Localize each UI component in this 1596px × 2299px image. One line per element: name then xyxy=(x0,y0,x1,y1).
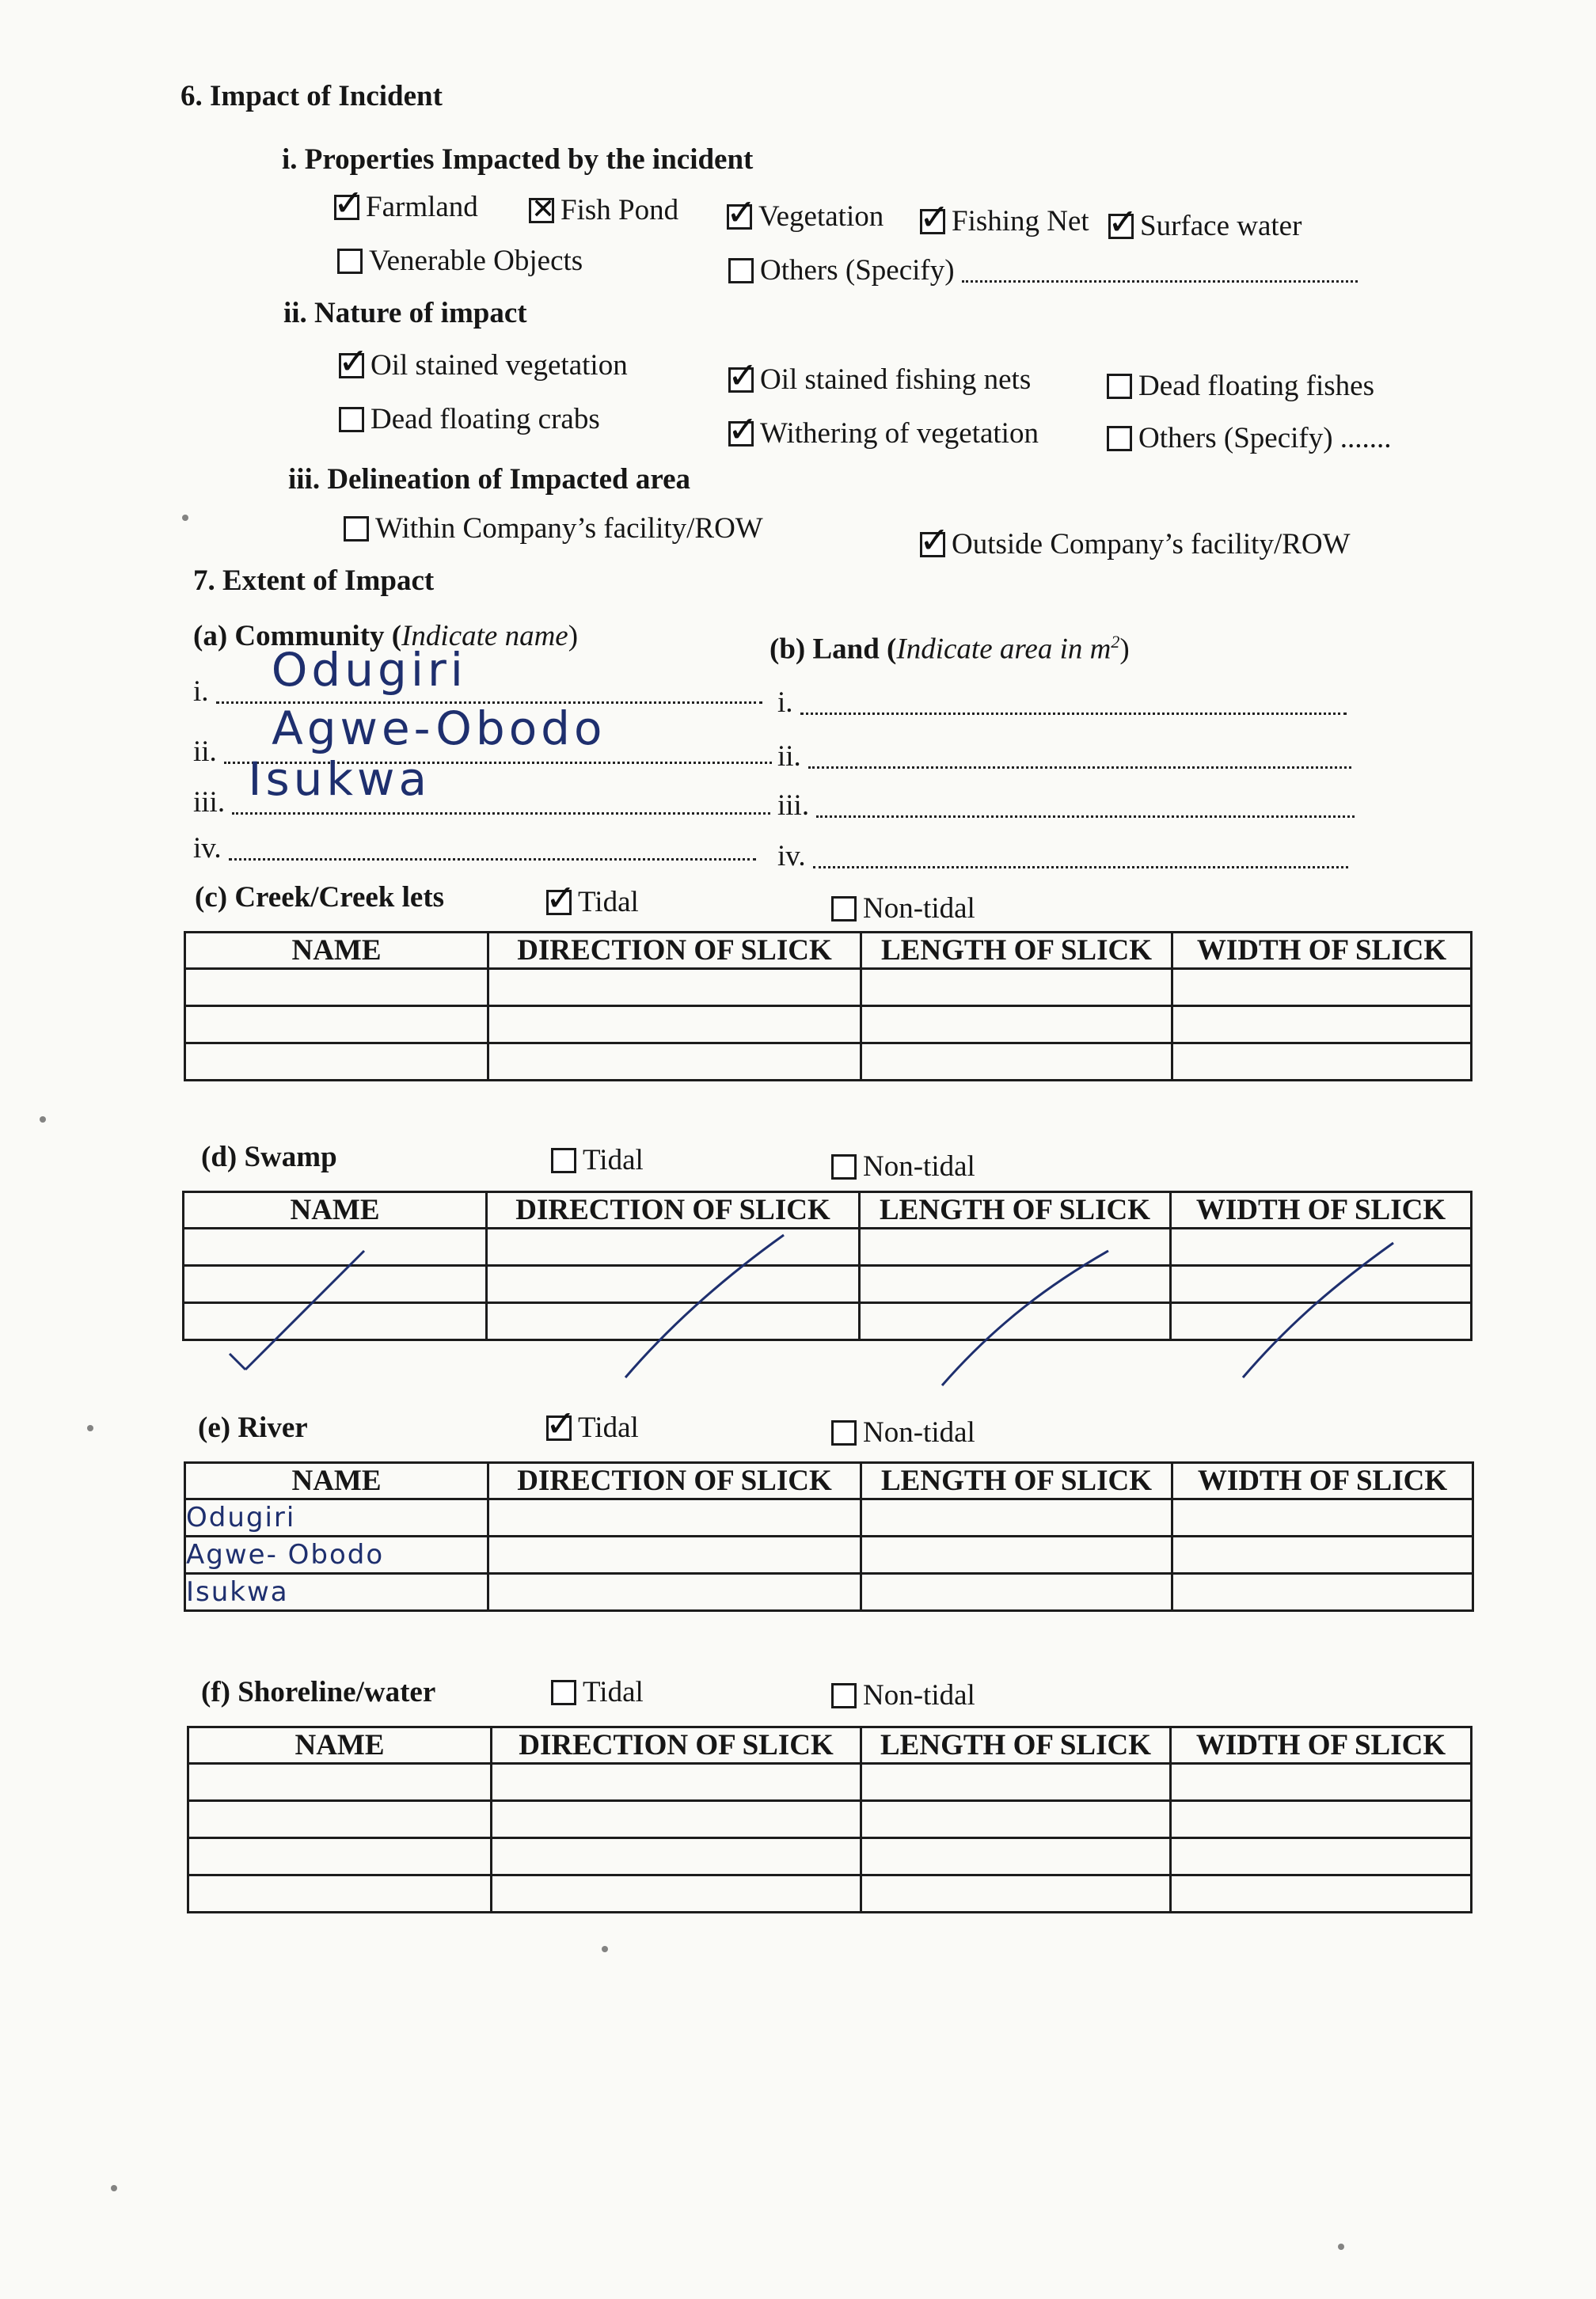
table-cell[interactable] xyxy=(1171,1875,1472,1913)
outside-facility-option[interactable] xyxy=(919,519,1351,561)
direction-header: DIRECTION OF SLICK xyxy=(488,933,861,969)
table-cell[interactable] xyxy=(185,1043,488,1081)
direction-header: DIRECTION OF SLICK xyxy=(492,1727,861,1764)
table-cell[interactable] xyxy=(488,1499,861,1537)
scan-speck xyxy=(602,1946,608,1952)
nature-of-impact-title: ii. Nature of impact xyxy=(283,297,527,329)
dead-crabs-checkbox[interactable] xyxy=(339,407,364,432)
farmland-option[interactable] xyxy=(333,181,478,224)
direction-header: DIRECTION OF SLICK xyxy=(487,1192,860,1229)
community-label-main: (a) Community ( xyxy=(193,620,402,652)
community-line[interactable] xyxy=(216,643,762,704)
swamp-label: (d) Swamp xyxy=(201,1141,337,1173)
length-header: LENGTH OF SLICK xyxy=(861,1727,1171,1764)
land-label-superscript: 2 xyxy=(1111,632,1120,652)
river-name-value: Agwe- Obodo xyxy=(186,1539,385,1571)
river-nontidal-option[interactable] xyxy=(831,1416,975,1450)
oil-stained-nets-option[interactable] xyxy=(728,354,1032,397)
within-facility-checkbox[interactable] xyxy=(344,516,369,542)
river-tidal-option[interactable] xyxy=(545,1402,639,1445)
dead-crabs-label: Dead floating crabs xyxy=(370,403,600,435)
table-cell[interactable] xyxy=(861,1006,1172,1043)
dead-fishes-label: Dead floating fishes xyxy=(1138,370,1374,402)
community-row-num: i. xyxy=(193,675,209,708)
table-cell[interactable] xyxy=(861,1838,1171,1875)
width-header: WIDTH OF SLICK xyxy=(1172,933,1472,969)
others-specify-line[interactable] xyxy=(962,256,1358,283)
nontidal-label: Non-tidal xyxy=(863,1416,975,1449)
table-cell[interactable] xyxy=(492,1838,861,1875)
farmland-label: Farmland xyxy=(366,191,478,223)
table-cell[interactable] xyxy=(492,1801,861,1838)
length-header: LENGTH OF SLICK xyxy=(861,933,1172,969)
creek-label: (c) Creek/Creek lets xyxy=(195,881,445,914)
nature-others-option[interactable] xyxy=(1107,421,1392,455)
community-line[interactable] xyxy=(229,834,756,861)
table-row[interactable] xyxy=(185,969,1472,1006)
swamp-strikeout-marks xyxy=(182,1219,1480,1393)
vegetation-checkbox[interactable] xyxy=(726,191,757,234)
width-header: WIDTH OF SLICK xyxy=(1171,1727,1472,1764)
check-icon: ✓ xyxy=(728,408,758,450)
table-cell[interactable] xyxy=(188,1764,492,1801)
scan-speck xyxy=(40,1116,46,1123)
table-cell[interactable] xyxy=(1171,1764,1472,1801)
land-label-hint: Indicate area in m xyxy=(896,633,1112,666)
land-label-main: (b) Land ( xyxy=(770,633,897,666)
river-name-value: Isukwa xyxy=(186,1576,289,1608)
creek-tidal-checkbox[interactable] xyxy=(545,876,576,919)
check-icon: ✓ xyxy=(919,196,950,238)
venerable-objects-checkbox[interactable] xyxy=(337,249,363,274)
surface-water-checkbox[interactable] xyxy=(1108,200,1138,243)
length-header: LENGTH OF SLICK xyxy=(861,1463,1172,1499)
check-icon: ✓ xyxy=(726,191,757,234)
tidal-label: Tidal xyxy=(578,886,639,918)
swamp-tidal-option[interactable] xyxy=(551,1143,644,1177)
table-cell[interactable] xyxy=(861,969,1172,1006)
table-cell[interactable] xyxy=(185,1537,488,1574)
shoreline-nontidal-option[interactable] xyxy=(831,1678,975,1712)
river-name-value: Odugiri xyxy=(186,1502,296,1533)
table-cell[interactable] xyxy=(1172,1006,1472,1043)
swamp-nontidal-checkbox[interactable] xyxy=(831,1154,857,1180)
land-label xyxy=(770,632,1130,666)
land-line[interactable] xyxy=(808,743,1351,769)
properties-impacted-title: i. Properties Impacted by the incident xyxy=(282,143,754,176)
table-cell[interactable] xyxy=(861,1764,1171,1801)
creek-table xyxy=(184,931,1472,1081)
table-cell[interactable] xyxy=(488,1537,861,1574)
others-label: Others (Specify) xyxy=(760,254,955,287)
land-line[interactable] xyxy=(816,792,1355,818)
table-cell[interactable] xyxy=(861,1537,1172,1574)
community-row-num: iv. xyxy=(193,832,222,864)
community-row-3[interactable] xyxy=(193,752,770,819)
width-header: WIDTH OF SLICK xyxy=(1172,1463,1473,1499)
land-row-4[interactable] xyxy=(777,839,1348,873)
table-cell[interactable] xyxy=(185,1006,488,1043)
table-cell[interactable] xyxy=(1171,1801,1472,1838)
check-icon: ✓ xyxy=(919,519,950,561)
scan-speck xyxy=(111,2185,117,2191)
tidal-label: Tidal xyxy=(578,1412,639,1444)
shoreline-nontidal-checkbox[interactable] xyxy=(831,1683,857,1708)
nontidal-label: Non-tidal xyxy=(863,1150,975,1183)
creek-nontidal-checkbox[interactable] xyxy=(831,896,857,922)
check-icon: ✓ xyxy=(545,1402,576,1445)
vegetation-label: Vegetation xyxy=(758,200,884,233)
table-cell[interactable] xyxy=(188,1801,492,1838)
tidal-label: Tidal xyxy=(583,1676,644,1708)
river-label: (e) River xyxy=(198,1412,308,1444)
nature-others-label: Others (Specify) ....... xyxy=(1138,422,1392,454)
table-cell[interactable] xyxy=(861,1875,1171,1913)
tidal-label: Tidal xyxy=(583,1144,644,1176)
land-row-3[interactable] xyxy=(777,788,1355,823)
check-icon: ✓ xyxy=(545,876,576,919)
land-row-num: i. xyxy=(777,686,793,719)
fishing-net-label: Fishing Net xyxy=(952,205,1089,238)
table-cell[interactable] xyxy=(188,1875,492,1913)
table-cell[interactable] xyxy=(488,1043,861,1081)
nontidal-label: Non-tidal xyxy=(863,892,975,925)
withering-option[interactable] xyxy=(728,408,1039,450)
swamp-nontidal-option[interactable] xyxy=(831,1150,975,1184)
community-row-num: iii. xyxy=(193,786,226,819)
table-cell[interactable] xyxy=(492,1875,861,1913)
table-cell[interactable] xyxy=(861,1574,1172,1611)
nature-others-checkbox[interactable] xyxy=(1107,426,1132,451)
venerable-objects-option[interactable] xyxy=(337,244,583,278)
surface-water-option[interactable] xyxy=(1108,200,1302,243)
land-line[interactable] xyxy=(813,842,1348,868)
table-cell[interactable] xyxy=(1171,1838,1472,1875)
check-icon: ✓ xyxy=(728,354,758,397)
community-value: Isukwa xyxy=(248,752,431,806)
river-tidal-checkbox[interactable] xyxy=(545,1402,576,1445)
community-row-num: ii. xyxy=(193,735,217,768)
fishing-net-option[interactable] xyxy=(919,196,1089,238)
table-cell[interactable] xyxy=(185,1574,488,1611)
delineation-title: iii. Delineation of Impacted area xyxy=(288,463,691,496)
length-header: LENGTH OF SLICK xyxy=(860,1192,1171,1229)
dead-crabs-option[interactable] xyxy=(339,402,600,436)
table-cell[interactable] xyxy=(188,1838,492,1875)
oil-stained-vegetation-option[interactable] xyxy=(338,340,628,382)
withering-checkbox[interactable] xyxy=(728,408,758,450)
within-facility-option[interactable] xyxy=(344,511,763,545)
table-header-row xyxy=(185,933,1472,969)
table-row[interactable] xyxy=(185,1574,1473,1611)
outside-facility-label: Outside Company’s facility/ROW xyxy=(952,528,1351,560)
table-cell[interactable] xyxy=(488,1006,861,1043)
scan-speck xyxy=(182,515,188,521)
scan-speck xyxy=(87,1425,93,1431)
within-facility-label: Within Company’s facility/ROW xyxy=(375,512,763,545)
table-header-row xyxy=(185,1463,1473,1499)
oil-stained-nets-label: Oil stained fishing nets xyxy=(760,363,1032,396)
direction-header: DIRECTION OF SLICK xyxy=(488,1463,861,1499)
table-header-row xyxy=(188,1727,1472,1764)
table-row[interactable] xyxy=(188,1875,1472,1913)
table-cell[interactable] xyxy=(861,1801,1171,1838)
nontidal-label: Non-tidal xyxy=(863,1679,975,1712)
farmland-checkbox[interactable] xyxy=(333,181,364,224)
table-cell[interactable] xyxy=(492,1764,861,1801)
dead-fishes-option[interactable] xyxy=(1107,369,1374,403)
name-header: NAME xyxy=(185,1463,488,1499)
land-line[interactable] xyxy=(800,689,1347,715)
table-row[interactable] xyxy=(188,1838,1472,1875)
section-7-title: 7. Extent of Impact xyxy=(193,564,435,597)
land-row-num: iii. xyxy=(777,789,810,822)
table-cell[interactable] xyxy=(1172,1537,1473,1574)
name-header: NAME xyxy=(184,1192,487,1229)
land-row-num: iv. xyxy=(777,840,806,872)
surface-water-label: Surface water xyxy=(1140,210,1302,242)
oil-stained-vegetation-label: Oil stained vegetation xyxy=(370,349,628,382)
shoreline-table xyxy=(187,1726,1472,1913)
shoreline-tidal-option[interactable] xyxy=(551,1675,644,1709)
table-row[interactable] xyxy=(188,1764,1472,1801)
swamp-tidal-checkbox[interactable] xyxy=(551,1148,576,1173)
land-row-1[interactable] xyxy=(777,686,1347,720)
fish-pond-option[interactable] xyxy=(529,193,678,227)
name-header: NAME xyxy=(185,933,488,969)
table-cell[interactable] xyxy=(1172,969,1472,1006)
community-value: Odugiri xyxy=(271,643,467,697)
others-checkbox[interactable] xyxy=(728,258,754,283)
dead-fishes-checkbox[interactable] xyxy=(1107,374,1132,399)
shoreline-tidal-checkbox[interactable] xyxy=(551,1680,576,1705)
table-cell[interactable] xyxy=(1172,1499,1473,1537)
river-nontidal-checkbox[interactable] xyxy=(831,1420,857,1446)
table-cell[interactable] xyxy=(185,1499,488,1537)
table-cell[interactable] xyxy=(488,1574,861,1611)
name-header: NAME xyxy=(188,1727,492,1764)
land-row-num: ii. xyxy=(777,740,801,773)
table-cell[interactable] xyxy=(1172,1043,1472,1081)
withering-label: Withering of vegetation xyxy=(760,417,1039,450)
scan-speck xyxy=(1338,2244,1344,2250)
check-icon: ✓ xyxy=(338,340,369,382)
width-header: WIDTH OF SLICK xyxy=(1171,1192,1472,1229)
land-label-close: ) xyxy=(1119,633,1130,666)
table-row[interactable] xyxy=(185,1499,1473,1537)
section-6-title: 6. Impact of Incident xyxy=(180,80,443,112)
oil-stained-vegetation-checkbox[interactable] xyxy=(338,340,369,382)
x-mark-icon: ✕ xyxy=(531,193,556,226)
river-table xyxy=(184,1461,1474,1612)
table-cell[interactable] xyxy=(861,1499,1172,1537)
check-icon: ✓ xyxy=(333,181,364,224)
fish-pond-checkbox[interactable] xyxy=(529,193,556,226)
outside-facility-checkbox[interactable] xyxy=(919,519,950,561)
venerable-objects-label: Venerable Objects xyxy=(369,245,583,277)
fishing-net-checkbox[interactable] xyxy=(919,196,950,238)
land-row-2[interactable] xyxy=(777,739,1351,773)
creek-nontidal-option[interactable] xyxy=(831,891,975,925)
community-label-close: ) xyxy=(568,620,579,652)
check-icon: ✓ xyxy=(1108,200,1138,243)
table-row[interactable] xyxy=(188,1801,1472,1838)
table-cell[interactable] xyxy=(488,969,861,1006)
table-cell[interactable] xyxy=(861,1043,1172,1081)
community-label-hint: Indicate name xyxy=(401,620,568,652)
others-option[interactable] xyxy=(728,253,1358,287)
community-row-4[interactable] xyxy=(193,831,756,865)
shoreline-label: (f) Shoreline/water xyxy=(201,1676,436,1708)
table-cell[interactable] xyxy=(1172,1574,1473,1611)
creek-tidal-option[interactable] xyxy=(545,876,639,919)
fish-pond-label: Fish Pond xyxy=(560,194,679,226)
table-row[interactable] xyxy=(185,1006,1472,1043)
table-cell[interactable] xyxy=(185,969,488,1006)
community-line[interactable] xyxy=(232,752,770,815)
table-row[interactable] xyxy=(185,1537,1473,1574)
community-value: Agwe-Obodo xyxy=(272,701,606,755)
oil-stained-nets-checkbox[interactable] xyxy=(728,354,758,397)
vegetation-option[interactable] xyxy=(726,191,884,234)
table-row[interactable] xyxy=(185,1043,1472,1081)
